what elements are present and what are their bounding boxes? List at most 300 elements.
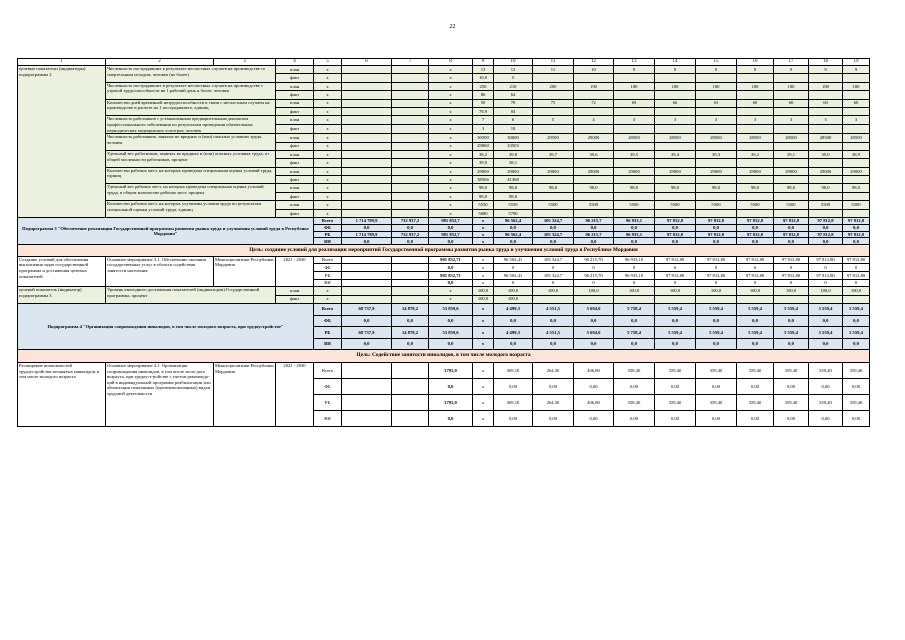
table-cell xyxy=(774,176,809,184)
table-cell xyxy=(392,209,429,217)
table-cell: 0,0 xyxy=(737,238,774,245)
table-cell: 0,0 xyxy=(737,224,774,231)
table-cell: 0,0 xyxy=(655,238,696,245)
table-cell: 100,0 xyxy=(574,287,614,295)
table-cell: 5 694,0 xyxy=(574,327,614,339)
table-cell: x xyxy=(429,82,473,90)
table-cell: 0,0 xyxy=(494,224,533,231)
table-cell: 0,0 xyxy=(809,238,843,245)
table-cell: 558,40 xyxy=(614,362,655,378)
table-cell: 0,00 xyxy=(809,378,843,394)
table-cell: ВИ xyxy=(314,410,342,426)
table-cell: 5 758,4 xyxy=(614,303,655,315)
table-cell: 98,0 xyxy=(473,192,494,200)
table-cell: 0 xyxy=(696,264,737,272)
table-cell xyxy=(342,159,392,167)
table-cell: 97 812,80 xyxy=(655,256,696,264)
column-header: 15 xyxy=(696,59,737,66)
table-cell: 6 xyxy=(494,116,533,125)
table-cell: 29500 xyxy=(533,134,574,142)
table-cell: 5500 xyxy=(655,201,696,209)
table-cell: 98,0 xyxy=(843,184,870,192)
table-cell xyxy=(696,192,737,200)
table-cell xyxy=(737,192,774,200)
table-cell: x xyxy=(473,378,494,394)
table-cell: 29000 xyxy=(494,167,533,175)
table-cell: x xyxy=(314,134,342,142)
table-cell: 5550 xyxy=(473,201,494,209)
table-cell: 5 xyxy=(533,116,574,125)
table-cell: 1 714 789,9 xyxy=(342,218,392,225)
table-cell: 0,0 xyxy=(429,238,473,245)
table-cell: 5500 xyxy=(614,201,655,209)
table-cell: 0,00 xyxy=(696,410,737,426)
table-cell: РБ xyxy=(314,231,342,238)
column-header: 8 xyxy=(429,59,473,66)
table-cell: 409,10 xyxy=(494,362,533,378)
column-header: 6 xyxy=(342,59,392,66)
table-cell xyxy=(392,279,429,287)
table-cell: 981 852,7 xyxy=(429,218,473,225)
table-cell xyxy=(614,209,655,217)
table-cell: x xyxy=(473,272,494,280)
table-cell: 100,0 xyxy=(494,287,533,295)
table-cell xyxy=(392,272,429,280)
table-cell xyxy=(392,107,429,115)
table-cell: 180 xyxy=(809,82,843,90)
table-cell: 100,0 xyxy=(614,287,655,295)
table-cell xyxy=(614,176,655,184)
table-cell: 29000 xyxy=(655,167,696,175)
table-cell: 0,0 xyxy=(655,224,696,231)
table-cell: ВИ xyxy=(314,338,342,350)
table-cell: Всего xyxy=(314,362,342,378)
table-cell xyxy=(843,295,870,303)
table-cell xyxy=(392,378,429,394)
table-cell: 28500 xyxy=(809,134,843,142)
table-cell: 0 xyxy=(737,264,774,272)
table-cell: x xyxy=(429,107,473,115)
table-cell: 0,0 xyxy=(429,315,473,327)
table-cell: 29000 xyxy=(614,167,655,175)
table-cell xyxy=(696,74,737,82)
table-cell: 98,0 xyxy=(737,184,774,192)
table-cell: 0,0 xyxy=(494,238,533,245)
column-header: 18 xyxy=(809,59,843,66)
table-cell xyxy=(655,91,696,99)
table-cell: x xyxy=(473,238,494,245)
table-cell xyxy=(655,176,696,184)
table-cell: x xyxy=(473,264,494,272)
table-cell xyxy=(342,279,392,287)
task-name: Создание условий для обеспечения выполнения задач государственной программы и достижения целевых показателей xyxy=(18,256,106,286)
table-cell: 359,40 xyxy=(809,394,843,410)
table-cell: 0 xyxy=(809,264,843,272)
table-cell xyxy=(342,134,392,142)
table-cell xyxy=(843,176,870,184)
table-cell: x xyxy=(429,125,473,134)
table-cell: 100,0 xyxy=(655,287,696,295)
table-cell: 98,0 xyxy=(696,184,737,192)
table-cell xyxy=(392,66,429,74)
table-cell: 0,0 xyxy=(696,238,737,245)
table-cell: 981 852,7 xyxy=(429,231,473,238)
table-cell: 97 812,8 xyxy=(809,218,843,225)
table-cell: x xyxy=(314,209,342,217)
subprogram-title: Подпрограмма 4 "Организация сопровождения инвалидов, в том числе молодого возраста, при трудоустройстве" xyxy=(18,303,314,349)
table-cell: 97 812,8 xyxy=(843,231,870,238)
table-cell: 0,0 xyxy=(429,410,473,426)
table-cell xyxy=(342,394,392,410)
table-cell: 0 xyxy=(533,264,574,272)
table-cell: 97 812,8 xyxy=(696,218,737,225)
table-cell: x xyxy=(429,176,473,184)
table-cell: 359,40 xyxy=(655,362,696,378)
table-cell: 39,0 xyxy=(809,150,843,158)
table-row xyxy=(18,218,870,225)
table-cell xyxy=(533,125,574,134)
table-row xyxy=(18,134,870,142)
table-cell xyxy=(392,192,429,200)
table-cell xyxy=(774,192,809,200)
table-cell: x xyxy=(314,74,342,82)
table-cell xyxy=(533,192,574,200)
task-name: Расширение возможностей трудоустройства незанятых инвалидов, в том числе молодого возраста xyxy=(18,362,106,426)
table-cell: 96 502,41 xyxy=(494,272,533,280)
table-row xyxy=(18,184,870,192)
table-cell xyxy=(533,159,574,167)
table-cell: 97 812,8 xyxy=(737,231,774,238)
table-cell: 0,0 xyxy=(392,238,429,245)
table-cell: 97 812,80 xyxy=(774,272,809,280)
table-cell: 38,2 xyxy=(473,150,494,158)
table-cell: 406,80 xyxy=(574,362,614,378)
table-cell xyxy=(737,209,774,217)
table-cell: 9 xyxy=(696,66,737,74)
section-label: целевой показатель (индикатор) подпрограммы 3 xyxy=(18,287,106,304)
table-cell: 3 xyxy=(614,116,655,125)
table-cell: x xyxy=(429,116,473,125)
table-cell xyxy=(533,107,574,115)
table-cell: x xyxy=(429,142,473,150)
table-cell xyxy=(392,159,429,167)
table-cell xyxy=(342,150,392,158)
table-cell: 5 559,4 xyxy=(809,327,843,339)
table-cell: 97 812,8 xyxy=(655,231,696,238)
table-cell xyxy=(774,159,809,167)
table-cell: 3795,0 xyxy=(429,394,473,410)
table-cell: 5680 xyxy=(473,209,494,217)
table-cell: 97 812,80 xyxy=(737,256,774,264)
table-cell: x xyxy=(473,338,494,350)
table-cell xyxy=(342,378,392,394)
table-cell: 0,00 xyxy=(696,378,737,394)
table-cell: 63 xyxy=(696,99,737,107)
table-cell xyxy=(533,295,574,303)
table-cell: x xyxy=(429,66,473,74)
table-cell: Всего xyxy=(314,303,342,315)
table-cell xyxy=(614,107,655,115)
table-cell: 66 xyxy=(655,99,696,107)
table-cell: 96 215,70 xyxy=(574,256,614,264)
table-cell: 5790 xyxy=(494,209,533,217)
indicator-name: Численность пострадавших в результате несчастных случаев на производстве с утратой трудоспособности на 1 рабочий день и более, человек xyxy=(106,82,276,99)
table-cell: 5500 xyxy=(737,201,774,209)
table-cell: 0,0 xyxy=(533,315,574,327)
table-cell: 180 xyxy=(614,82,655,90)
table-cell: 0,00 xyxy=(574,378,614,394)
table-cell: 359,40 xyxy=(774,362,809,378)
table-cell: 0,0 xyxy=(696,315,737,327)
table-cell: 97 812,8 xyxy=(809,231,843,238)
column-header: 17 xyxy=(774,59,809,66)
table-cell: 180 xyxy=(737,82,774,90)
table-cell: 0,0 xyxy=(809,224,843,231)
table-cell xyxy=(342,287,392,295)
table-cell: 732 937,2 xyxy=(392,218,429,225)
table-row xyxy=(18,167,870,175)
table-cell xyxy=(392,82,429,90)
table-cell xyxy=(843,107,870,115)
table-cell: 0,00 xyxy=(614,378,655,394)
table-cell: x xyxy=(314,116,342,125)
table-cell xyxy=(737,159,774,167)
table-cell: ВИ xyxy=(314,279,342,287)
table-cell xyxy=(614,125,655,134)
table-cell: 30500 xyxy=(473,134,494,142)
table-cell: 68 737,8 xyxy=(342,327,392,339)
table-cell: 180 xyxy=(655,82,696,90)
column-header: 16 xyxy=(737,59,774,66)
table-cell: 39,4 xyxy=(655,150,696,158)
table-cell: x xyxy=(314,159,342,167)
table-cell: 0,0 xyxy=(574,238,614,245)
table-cell xyxy=(696,125,737,134)
table-cell xyxy=(574,176,614,184)
table-cell: 0 xyxy=(614,264,655,272)
table-cell xyxy=(574,295,614,303)
table-cell: x xyxy=(314,201,342,209)
table-cell: 0,0 xyxy=(533,238,574,245)
table-cell xyxy=(392,99,429,107)
table-cell: ВИ xyxy=(314,238,342,245)
table-cell: 5500 xyxy=(843,201,870,209)
table-cell: 60 xyxy=(774,99,809,107)
table-cell: 0,0 xyxy=(342,315,392,327)
table-cell xyxy=(614,142,655,150)
table-cell xyxy=(843,192,870,200)
table-cell: план xyxy=(276,167,314,175)
table-cell: 0,0 xyxy=(429,264,473,272)
table-cell: 0,00 xyxy=(533,410,574,426)
table-cell: x xyxy=(314,150,342,158)
table-cell: 0,00 xyxy=(533,378,574,394)
table-cell: 409,10 xyxy=(494,394,533,410)
table-cell xyxy=(809,125,843,134)
table-cell xyxy=(342,209,392,217)
table-cell xyxy=(809,74,843,82)
header-row xyxy=(18,59,870,66)
table-cell: 98,0 xyxy=(473,184,494,192)
table-cell: x xyxy=(429,192,473,200)
table-cell xyxy=(774,107,809,115)
table-cell: 359,40 xyxy=(737,362,774,378)
table-cell: x xyxy=(429,201,473,209)
table-cell xyxy=(574,107,614,115)
table-cell: 0,0 xyxy=(809,338,843,350)
table-cell: 4 xyxy=(574,116,614,125)
table-cell: 359,40 xyxy=(737,394,774,410)
table-cell xyxy=(737,142,774,150)
table-cell: 41368 xyxy=(494,176,533,184)
table-cell: 5 559,4 xyxy=(809,303,843,315)
table-cell xyxy=(392,394,429,410)
table-cell xyxy=(392,256,429,264)
table-cell: 0,0 xyxy=(429,224,473,231)
table-cell: 0,0 xyxy=(533,338,574,350)
table-cell: 359,40 xyxy=(809,362,843,378)
table-cell: 96 215,7 xyxy=(574,218,614,225)
table-cell: 5500 xyxy=(533,201,574,209)
table-cell: 28500 xyxy=(696,134,737,142)
table-cell: x xyxy=(429,74,473,82)
table-cell: план xyxy=(276,99,314,107)
table-cell xyxy=(574,209,614,217)
indicator-name: Количество дней временной нетрудоспособности в связи с несчастным случаем на производстве в расчете на 1 пострадавшего, единиц xyxy=(106,99,276,116)
table-cell: 30000 xyxy=(494,134,533,142)
table-cell: 3 xyxy=(473,125,494,134)
table-cell xyxy=(392,125,429,134)
table-cell xyxy=(655,125,696,134)
table-cell: 4 499,3 xyxy=(494,327,533,339)
table-cell xyxy=(774,74,809,82)
table-cell: 359,40 xyxy=(843,362,870,378)
table-cell: 0,0 xyxy=(737,315,774,327)
table-cell: 0,00 xyxy=(843,378,870,394)
table-cell: 359,40 xyxy=(696,362,737,378)
table-row xyxy=(18,82,870,90)
table-cell: план xyxy=(276,201,314,209)
table-cell: 10,0 xyxy=(473,74,494,82)
table-cell: 28500 xyxy=(614,134,655,142)
table-cell: 0,00 xyxy=(774,378,809,394)
table-cell: 28500 xyxy=(737,134,774,142)
table-cell: 1 714 789,9 xyxy=(342,231,392,238)
table-cell xyxy=(392,150,429,158)
table-cell: 98,0 xyxy=(494,184,533,192)
table-cell xyxy=(655,159,696,167)
table-row xyxy=(18,287,870,295)
period: 2021 - 2030 xyxy=(276,256,314,286)
table-cell xyxy=(737,74,774,82)
table-cell: 98,0 xyxy=(494,192,533,200)
table-cell xyxy=(843,91,870,99)
table-cell: 9 xyxy=(655,66,696,74)
table-cell xyxy=(843,159,870,167)
table-cell: 3 xyxy=(737,116,774,125)
table-cell: 3 xyxy=(774,116,809,125)
indicator-name: Количество рабочих мест, на которых проведена специальная оценка условий труда, единиц xyxy=(106,167,276,184)
table-cell: 39,8 xyxy=(494,150,533,158)
table-cell xyxy=(774,142,809,150)
table-cell xyxy=(342,91,392,99)
table-cell: x xyxy=(314,184,342,192)
table-cell: 29000 xyxy=(809,167,843,175)
table-cell: 0,0 xyxy=(574,315,614,327)
table-cell: 100,0 xyxy=(473,287,494,295)
table-cell: 12 xyxy=(494,66,533,74)
table-cell: 97 812,80 xyxy=(655,272,696,280)
table-cell: 60 xyxy=(809,99,843,107)
table-cell xyxy=(809,142,843,150)
table-cell: 0 xyxy=(774,264,809,272)
program-table xyxy=(17,58,870,427)
table-cell xyxy=(392,116,429,125)
table-cell: 100,0 xyxy=(473,295,494,303)
table-cell: 97 812,80 xyxy=(809,256,843,264)
table-cell xyxy=(392,134,429,142)
table-cell: 0,0 xyxy=(774,238,809,245)
table-cell: Всего xyxy=(314,256,342,264)
table-cell xyxy=(342,66,392,74)
table-cell: 0 xyxy=(737,279,774,287)
table-cell: x xyxy=(429,159,473,167)
table-cell xyxy=(533,142,574,150)
table-cell: 0,0 xyxy=(843,224,870,231)
table-cell xyxy=(342,184,392,192)
table-cell: 0,0 xyxy=(429,279,473,287)
table-cell: 96 502,41 xyxy=(494,256,533,264)
table-cell: план xyxy=(276,287,314,295)
table-cell: 5 694,0 xyxy=(574,303,614,315)
table-cell: x xyxy=(473,394,494,410)
table-cell: 29000 xyxy=(574,167,614,175)
table-cell xyxy=(614,159,655,167)
table-cell: 11 xyxy=(533,66,574,74)
table-cell: 0 xyxy=(574,279,614,287)
table-cell: план xyxy=(276,134,314,142)
table-cell xyxy=(342,410,392,426)
table-cell: 97 812,8 xyxy=(696,231,737,238)
table-cell xyxy=(696,107,737,115)
table-cell xyxy=(342,116,392,125)
table-cell: 69 xyxy=(614,99,655,107)
table-cell: 60 xyxy=(843,99,870,107)
table-cell: 0,0 xyxy=(696,224,737,231)
table-cell: 64 xyxy=(494,91,533,99)
table-cell: план xyxy=(276,184,314,192)
table-cell: 0,0 xyxy=(696,338,737,350)
section-label: целевые показатели (индикаторы) подпрограммы 2 xyxy=(18,66,106,218)
table-cell: 5500 xyxy=(809,201,843,209)
table-cell: 96 215,70 xyxy=(574,272,614,280)
table-cell: факт xyxy=(276,192,314,200)
table-cell: 9 xyxy=(614,66,655,74)
table-cell: 5500 xyxy=(696,201,737,209)
executor: Минсоцполитики Республики Мордовия xyxy=(214,256,276,286)
table-cell xyxy=(342,264,392,272)
table-cell: РБ xyxy=(314,327,342,339)
table-cell: 0,00 xyxy=(614,410,655,426)
table-cell xyxy=(342,256,392,264)
table-cell xyxy=(533,91,574,99)
table-row xyxy=(18,256,870,264)
table-cell xyxy=(843,74,870,82)
table-cell: 0 xyxy=(843,264,870,272)
table-cell: 981 852,71 xyxy=(429,256,473,264)
indicator-name: Численность пострадавших в результате несчастных случаев на производстве со смертельным исходом, человек (не более) xyxy=(106,66,276,83)
column-header: 1 xyxy=(18,59,106,66)
